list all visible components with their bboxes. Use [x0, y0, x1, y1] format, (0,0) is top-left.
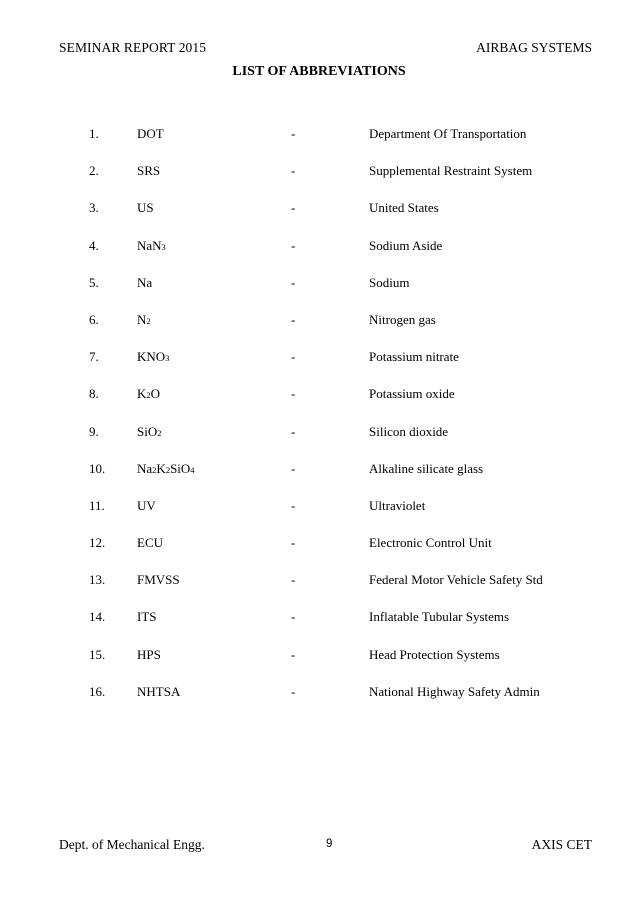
abbreviation-subscript: 2 [157, 427, 162, 438]
abbreviation-term [137, 238, 166, 254]
abbreviation-term [137, 163, 160, 179]
abbreviation-term-part: FMVSS [137, 572, 180, 588]
abbreviation-term-part: ECU [137, 535, 163, 551]
abbreviation-term-part: NaN [137, 237, 162, 253]
abbreviation-subscript: 3 [165, 353, 170, 364]
abbreviation-definition: Sodium [369, 274, 410, 290]
abbreviation-definition: Supplemental Restraint System [369, 163, 533, 179]
abbreviation-term-part: KNO [137, 349, 166, 365]
abbreviation-number: 9. [89, 423, 99, 439]
abbreviation-separator: - [291, 460, 296, 476]
abbreviation-separator: - [291, 126, 296, 141]
abbreviation-term [137, 386, 160, 402]
abbreviation-number: 4. [89, 237, 99, 253]
abbreviation-term-part: SiO [170, 460, 191, 476]
abbreviation-row [0, 312, 638, 349]
abbreviation-number: 11. [89, 497, 105, 513]
abbreviation-row [0, 238, 638, 275]
abbreviation-number: 15. [89, 646, 106, 662]
footer-department: Dept. of Mechanical Engg. [59, 837, 205, 852]
abbreviation-term-part: O [150, 386, 161, 402]
abbreviation-term [137, 275, 152, 291]
abbreviation-term-part: ITS [137, 609, 157, 625]
abbreviation-row [0, 386, 638, 423]
abbreviation-term [137, 126, 164, 142]
abbreviation-row [0, 200, 638, 237]
abbreviation-row [0, 349, 638, 386]
abbreviation-row [0, 647, 638, 684]
abbreviation-row [0, 498, 638, 535]
abbreviation-definition: Federal Motor Vehicle Safety Std [369, 572, 543, 588]
abbreviation-definition: Head Protection Systems [369, 646, 500, 662]
abbreviation-term [137, 349, 169, 365]
abbreviation-term-part: UV [137, 497, 156, 513]
abbreviation-term [137, 647, 161, 663]
abbreviation-row [0, 126, 638, 163]
abbreviation-row [0, 275, 638, 312]
abbreviation-subscript: 4 [190, 464, 195, 475]
abbreviation-separator: - [291, 237, 296, 253]
abbreviation-definition: Alkaline silicate glass [369, 460, 484, 476]
abbreviation-term-part: SiO [137, 423, 158, 439]
abbreviation-subscript: 3 [161, 241, 166, 252]
abbreviation-separator: - [291, 274, 296, 290]
abbreviation-separator: - [291, 423, 296, 439]
header-topic: AIRBAG SYSTEMS [476, 40, 592, 55]
abbreviation-term-part: HPS [137, 646, 161, 662]
abbreviation-number: 13. [89, 572, 106, 588]
abbreviation-definition: Sodium Aside [369, 237, 443, 253]
page-title: LIST OF ABBREVIATIONS [232, 64, 406, 79]
abbreviation-term [137, 498, 156, 514]
abbreviation-term [137, 609, 157, 625]
abbreviation-definition: United States [369, 200, 439, 216]
abbreviation-separator: - [291, 311, 296, 327]
abbreviation-separator: - [291, 200, 296, 216]
abbreviation-definition: Nitrogen gas [369, 311, 436, 327]
abbreviation-definition: Electronic Control Unit [369, 535, 492, 551]
abbreviation-row [0, 609, 638, 646]
abbreviation-number: 1. [89, 126, 99, 141]
abbreviation-number: 6. [89, 311, 99, 327]
abbreviation-number: 5. [89, 274, 99, 290]
abbreviation-separator: - [291, 646, 296, 662]
abbreviation-term-part: SRS [137, 163, 161, 179]
abbreviation-term [137, 461, 195, 477]
abbreviation-term-part: DOT [137, 126, 164, 141]
abbreviation-term-part: US [137, 200, 154, 216]
abbreviation-number: 12. [89, 535, 106, 551]
abbreviation-list [0, 126, 638, 721]
abbreviation-separator: - [291, 683, 296, 699]
abbreviation-subscript: 2 [165, 464, 171, 475]
abbreviation-row [0, 684, 638, 721]
abbreviation-term [137, 312, 151, 328]
abbreviation-definition: Inflatable Tubular Systems [369, 609, 510, 625]
abbreviation-term [137, 535, 163, 551]
abbreviation-number: 10. [89, 460, 106, 476]
header-report-title: SEMINAR REPORT 2015 [59, 40, 207, 55]
abbreviation-row [0, 572, 638, 609]
page-number: 9 [326, 838, 333, 850]
abbreviation-term-part: K [156, 460, 166, 476]
abbreviation-term-part: Na [137, 460, 153, 476]
abbreviation-term [137, 200, 154, 216]
abbreviation-definition: Department Of Transportation [369, 126, 527, 141]
abbreviation-separator: - [291, 163, 296, 179]
abbreviation-subscript: 2 [152, 464, 157, 475]
abbreviation-term-part: Na [137, 274, 153, 290]
footer-institution: AXIS CET [531, 837, 592, 852]
abbreviation-row [0, 163, 638, 200]
abbreviation-number: 14. [89, 609, 106, 625]
abbreviation-term-part: K [137, 386, 147, 402]
abbreviation-definition: Ultraviolet [369, 497, 426, 513]
abbreviation-separator: - [291, 349, 296, 365]
abbreviation-definition: Potassium oxide [369, 386, 455, 402]
abbreviation-term [137, 424, 161, 440]
abbreviation-term-part: NHTSA [137, 683, 181, 699]
abbreviation-row [0, 424, 638, 461]
abbreviation-number: 8. [89, 386, 99, 402]
abbreviation-definition: Potassium nitrate [369, 349, 459, 365]
abbreviation-subscript: 2 [146, 390, 151, 401]
abbreviation-number: 2. [89, 163, 99, 179]
abbreviation-number: 7. [89, 349, 99, 365]
abbreviation-term [137, 684, 180, 700]
abbreviation-row [0, 535, 638, 572]
abbreviation-number: 16. [89, 683, 106, 699]
abbreviation-number: 3. [89, 200, 99, 216]
abbreviation-term [137, 572, 180, 588]
abbreviation-row [0, 461, 638, 498]
abbreviation-subscript: 2 [146, 315, 151, 326]
abbreviation-separator: - [291, 535, 296, 551]
abbreviation-separator: - [291, 609, 296, 625]
abbreviation-separator: - [291, 572, 296, 588]
abbreviation-separator: - [291, 497, 296, 513]
abbreviation-term-part: N [137, 311, 147, 327]
abbreviation-definition: Silicon dioxide [369, 423, 449, 439]
abbreviation-definition: National Highway Safety Admin [369, 683, 540, 699]
abbreviation-separator: - [291, 386, 296, 402]
